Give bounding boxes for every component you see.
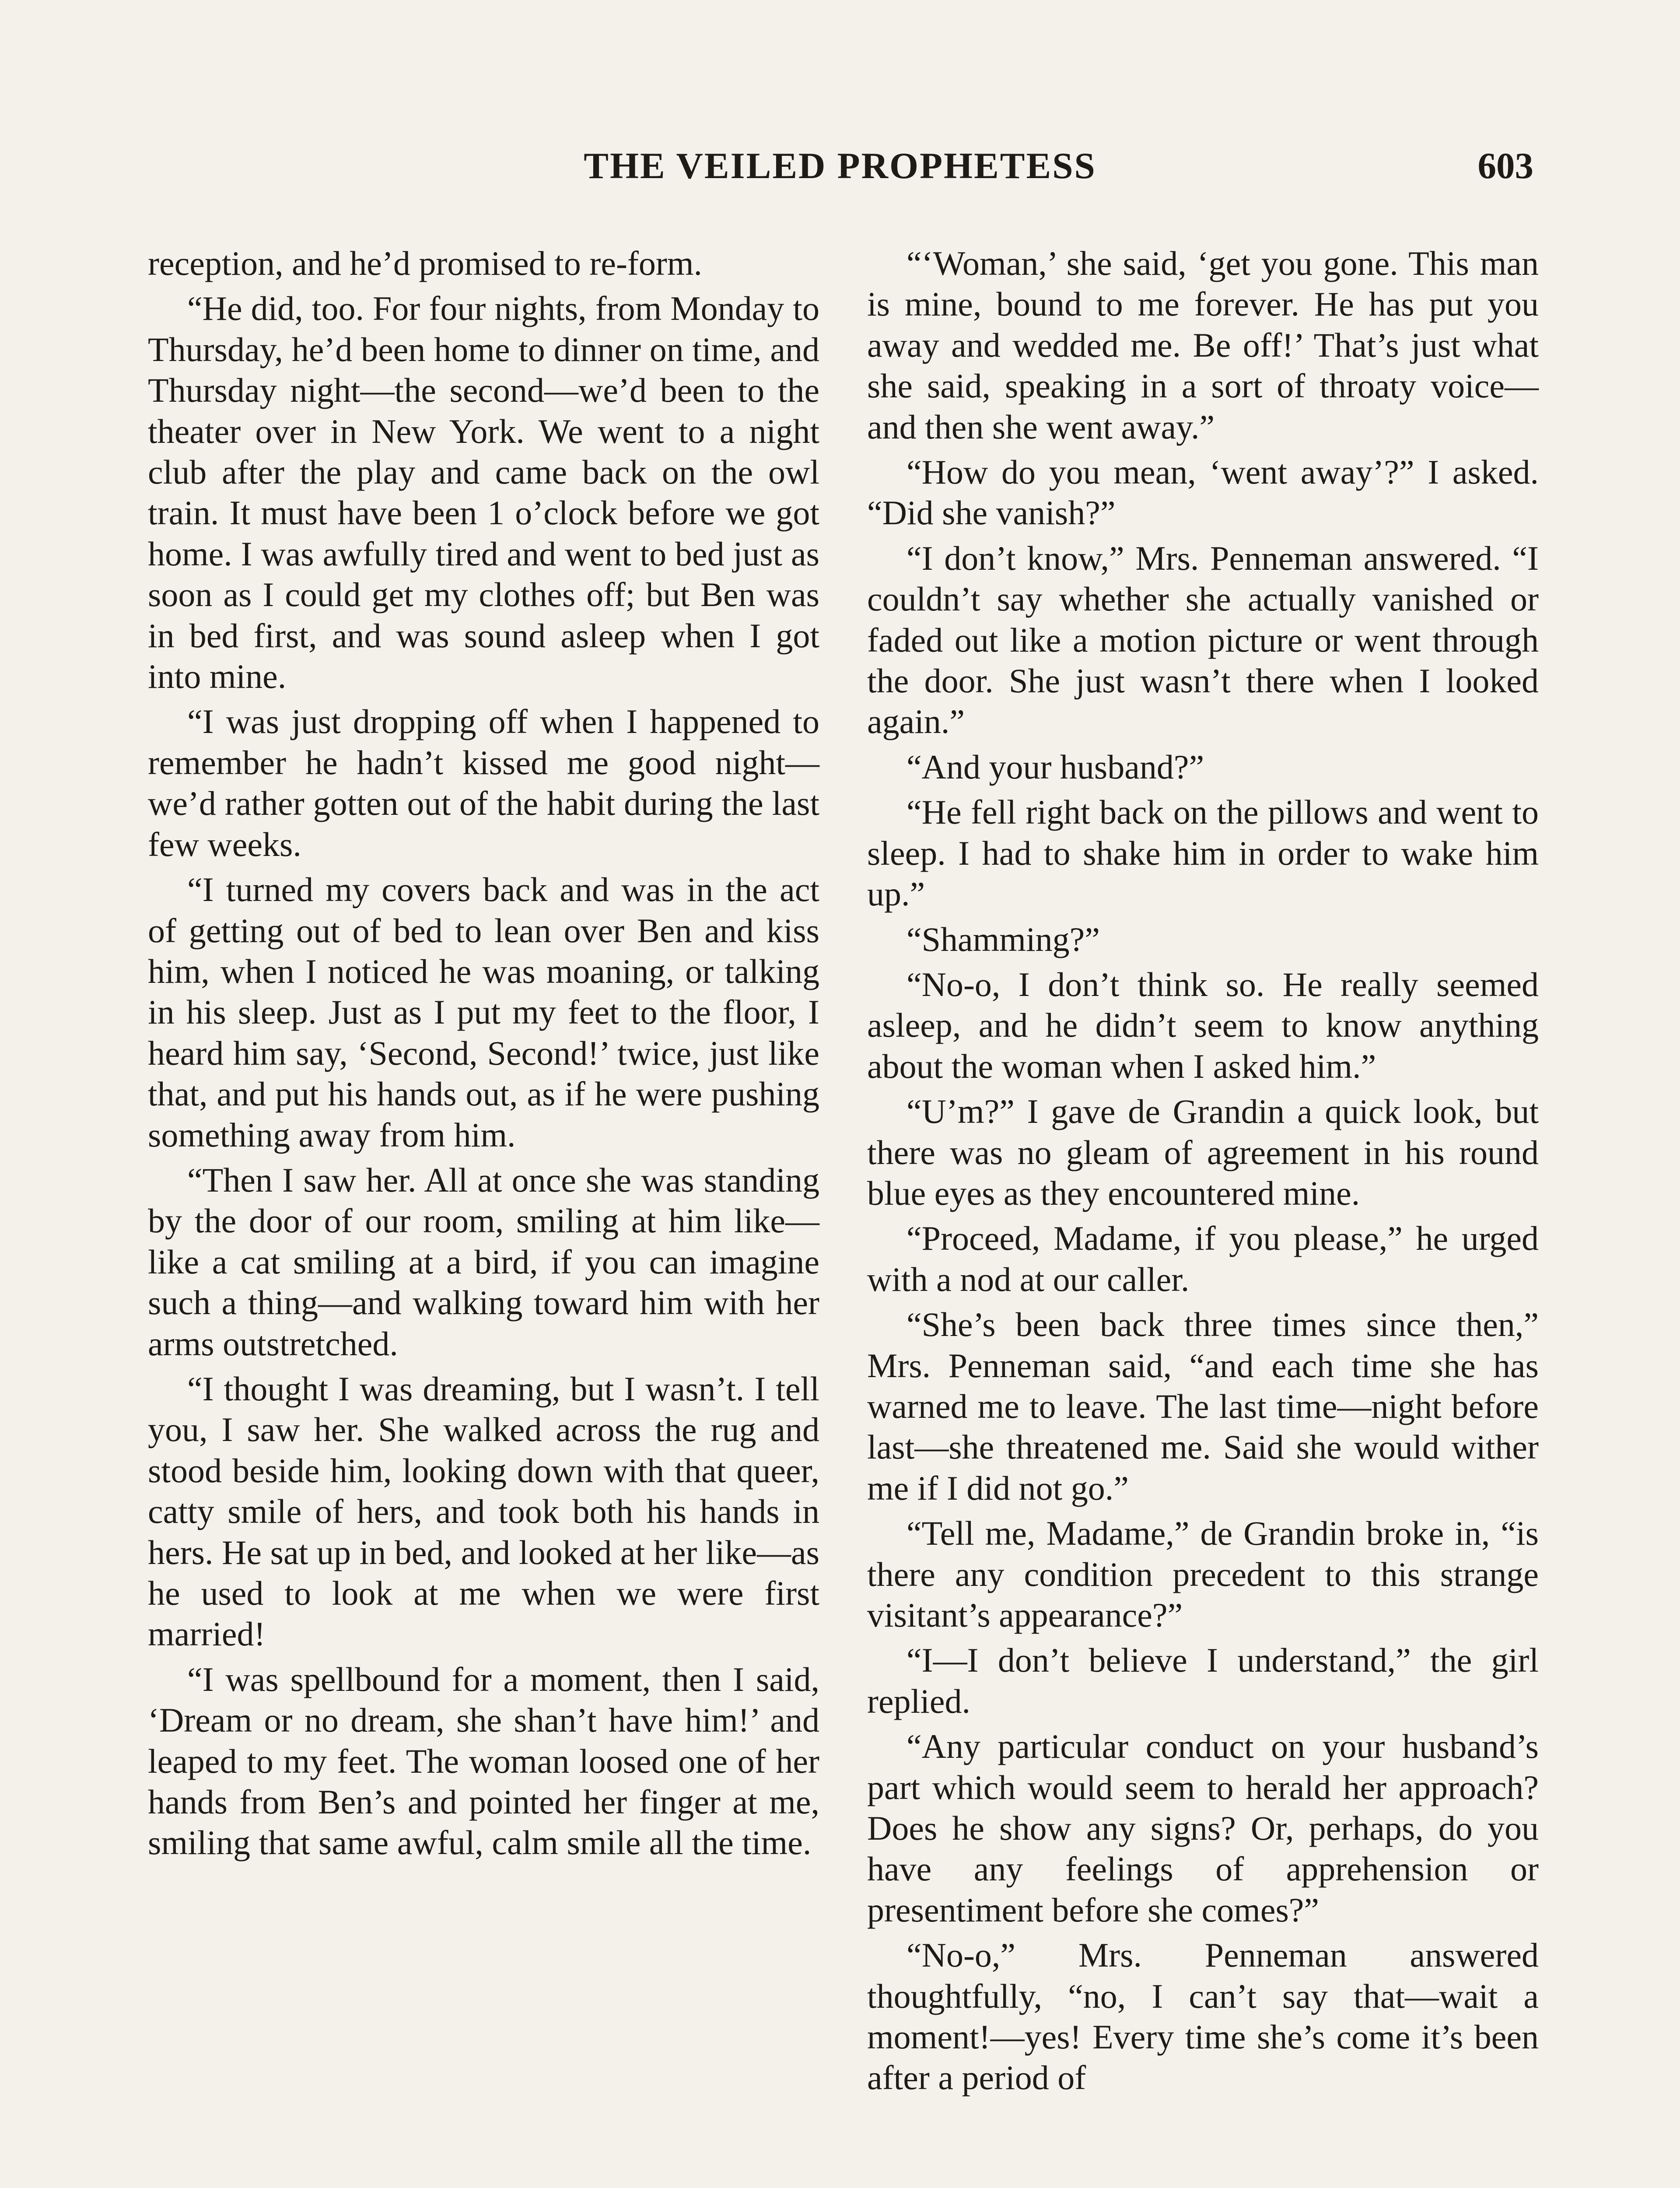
- paragraph: “Then I saw her. All at once she was standing by the door of our room, smiling at him like—like a cat smiling at a bird, if you can imagine such a thing—and walking toward him with her arms outstretched.: [148, 1161, 819, 1363]
- paragraph: “Proceed, Madame, if you please,” he urged with a nod at our caller.: [867, 1219, 1539, 1298]
- right-text-column: [867, 243, 1539, 2103]
- running-header-title: THE VEILED PROPHETESS: [584, 145, 1096, 186]
- paragraph: “I don’t know,” Mrs. Penneman answered. “I couldn’t say whether she actually vanished or faded out like a motion picture or went through the door. She just wasn’t there when I looked again.”: [867, 539, 1539, 741]
- paragraph: “I thought I was dreaming, but I wasn’t. I tell you, I saw her. She walked across the rug and stood beside him, looking down with that queer, catty smile of hers, and took both his hands in hers. He sat up in bed, and looked at her like—as he used to look at me when we were first married!: [148, 1369, 819, 1653]
- paragraph: “I was spellbound for a moment, then I said, ‘Dream or no dream, she shan’t have him!’ and leaped to my feet. The woman loosed one of her hands from Ben’s and pointed her finger at me, smiling that same awful, calm smile all the time.: [148, 1660, 819, 1862]
- paragraph: “I turned my covers back and was in the act of getting out of bed to lean over Ben and kiss him, when I noticed he was moaning, or talking in his sleep. Just as I put my feet to the floor, I heard him say, ‘Second, Second!’ twice, just like that, and put his hands out, as if he were pushing something away from him.: [148, 870, 819, 1154]
- paragraph: “No-o,” Mrs. Penneman answered thoughtfully, “no, I can’t say that—wait a moment!—yes! Every time she’s come it’s been after a period of: [867, 1936, 1539, 2097]
- paragraph: “‘Woman,’ she said, ‘get you gone. This man is mine, bound to me forever. He has put you away and wedded me. Be off!’ That’s just what she said, speaking in a sort of throaty voice—and then she went away.”: [867, 244, 1539, 446]
- paragraph: “No-o, I don’t think so. He really seemed asleep, and he didn’t seem to know anything about the woman when I asked him.”: [867, 965, 1539, 1085]
- left-text-column: [148, 243, 819, 1868]
- paragraph: “I was just dropping off when I happened to remember he hadn’t kissed me good night—we’d rather gotten out of the habit during the last few weeks.: [148, 702, 819, 863]
- paragraph: “She’s been back three times since then,” Mrs. Penneman said, “and each time she has warned me to leave. The last time—night before last—she threatened me. Said she would wither me if I did not go.”: [867, 1305, 1539, 1507]
- paragraph: “I—I don’t believe I understand,” the girl replied.: [867, 1641, 1539, 1720]
- paragraph: reception, and he’d promised to re-form.: [148, 244, 703, 282]
- paragraph: “How do you mean, ‘went away’?” I asked. “Did she vanish?”: [867, 453, 1539, 532]
- paragraph: “Tell me, Madame,” de Grandin broke in, “is there any condition precedent to this strange visitant’s appearance?”: [867, 1514, 1539, 1634]
- paragraph: “Shamming?”: [906, 920, 1100, 958]
- paragraph: “He fell right back on the pillows and went to sleep. I had to shake him in order to wake him up.”: [867, 793, 1539, 913]
- page-number: 603: [1477, 145, 1533, 186]
- paragraph: “U’m?” I gave de Grandin a quick look, but there was no gleam of agreement in his round blue eyes as they encountered mine.: [867, 1092, 1539, 1212]
- paragraph: “And your husband?”: [906, 747, 1204, 786]
- paragraph: “He did, too. For four nights, from Monday to Thursday, he’d been home to dinner on time, and Thursday night—the second—we’d been to the theater over in New York. We went to a night club after the play and came back on the owl train. It must have been 1 o’clock before we got home. I was awfully tired and went to bed just as soon as I could get my clothes off; but Ben was in bed first, and was sound asleep when I got into mine.: [148, 289, 819, 696]
- paragraph: “Any particular conduct on your husband’s part which would seem to herald her approach? Does he show any signs? Or, perhaps, do you have any feelings of apprehension or presentiment before she comes?”: [867, 1727, 1539, 1929]
